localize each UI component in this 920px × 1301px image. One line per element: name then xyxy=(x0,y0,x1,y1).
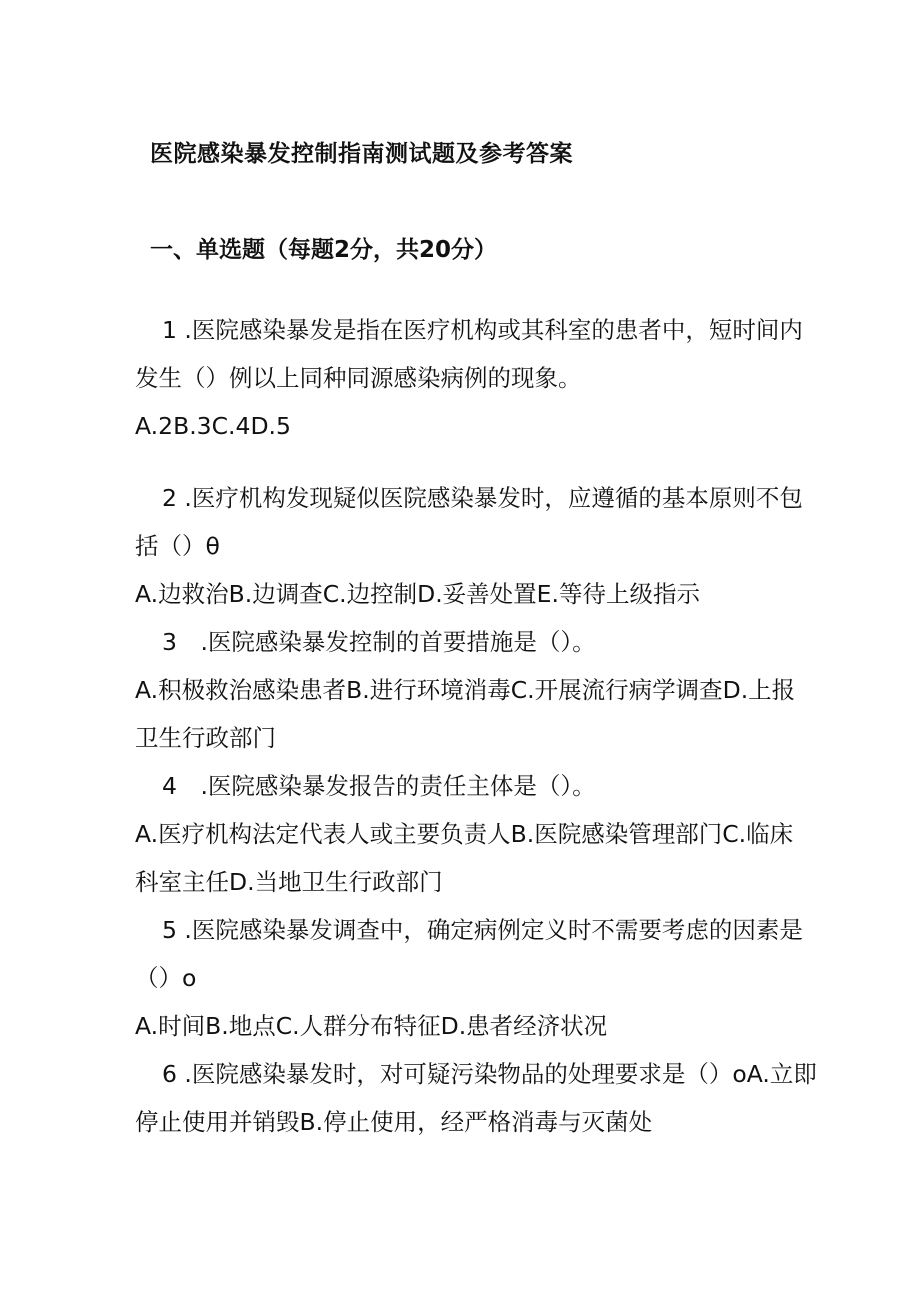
question-6 xyxy=(135,1050,817,1146)
question-6-line-1: 6 .医院感染暴发时，对可疑污染物品的处理要求是（）oA.立即 xyxy=(162,1060,817,1088)
question-1-line-1: 1 .医院感染暴发是指在医疗机构或其科室的患者中，短时间内 xyxy=(162,316,803,344)
question-3-options-line-1: A.积极救治感染患者B.进行环境消毒C.开展流行病学调查D.上报 xyxy=(135,676,796,704)
question-3 xyxy=(135,618,800,666)
question-2-options-line-1: A.边救治B.边调查C.边控制D.妥善处置E.等待上级指示 xyxy=(135,580,700,608)
question-6-line-2: 停止使用并销毁B.停止使用，经严格消毒与灭菌处 xyxy=(135,1108,653,1136)
question-1-line-2: 发生（）例以上同种同源感染病例的现象。 xyxy=(135,364,582,392)
question-3-options-line-2: 卫生行政部门 xyxy=(135,724,276,752)
question-5-options xyxy=(135,1002,800,1050)
question-3-options xyxy=(135,666,800,762)
question-4-options xyxy=(135,810,800,906)
question-3-line-1: 3 .医院感染暴发控制的首要措施是（）。 xyxy=(162,628,596,656)
section-heading-single-choice: 一、单选题（每题2分，共20分） xyxy=(150,237,498,264)
question-5-options-line-1: A.时间B.地点C.人群分布特征D.患者经济状况 xyxy=(135,1012,608,1040)
question-1 xyxy=(135,306,803,402)
question-2-line-1: 2 .医疗机构发现疑似医院感染暴发时，应遵循的基本原则不包 xyxy=(162,484,803,512)
question-1-options xyxy=(135,402,800,450)
question-2-line-2: 括（）θ xyxy=(135,532,220,560)
question-4-line-1: 4 .医院感染暴发报告的责任主体是（）。 xyxy=(162,772,596,800)
question-4-options-line-2: 科室主任D.当地卫生行政部门 xyxy=(135,868,443,896)
question-2-options xyxy=(135,570,800,618)
question-5 xyxy=(135,906,803,1002)
question-4-options-line-1: A.医疗机构法定代表人或主要负责人B.医院感染管理部门C.临床 xyxy=(135,820,794,848)
question-4 xyxy=(135,762,800,810)
question-1-options-line-1: A.2B.3C.4D.5 xyxy=(135,412,291,440)
document-title: 医院感染暴发控制指南测试题及参考答案 xyxy=(150,140,573,168)
question-5-line-1: 5 .医院感染暴发调查中，确定病例定义时不需要考虑的因素是 xyxy=(162,916,803,944)
question-5-line-2: （）o xyxy=(135,964,197,992)
question-2 xyxy=(135,474,803,570)
